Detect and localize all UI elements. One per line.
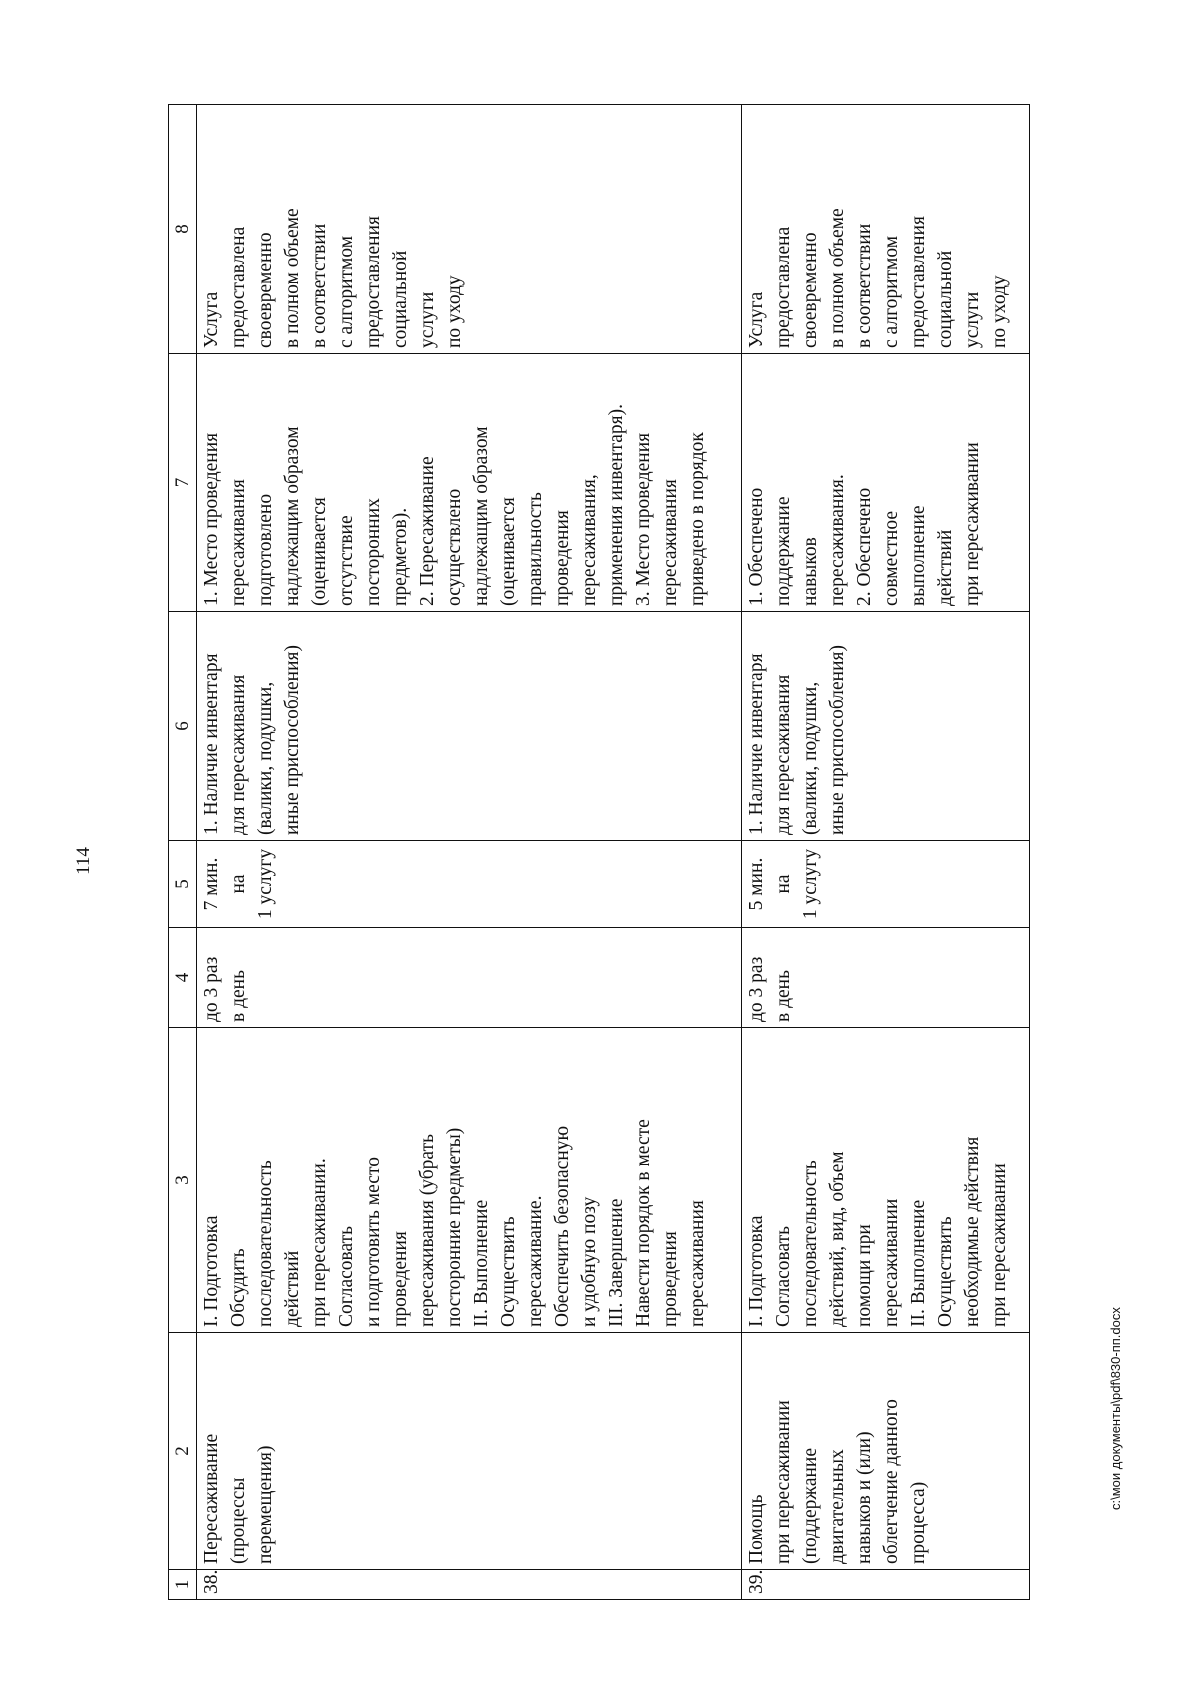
cell-line: предоставления [363,216,384,348]
cell-line: II. Выполнение [907,1199,929,1327]
cell-line: надлежащим образом [471,426,492,606]
cell-line: социальной [934,250,956,348]
cell-line: последовательность [255,1160,276,1327]
cell-line: пересаживании [880,1198,902,1327]
frequency-cell [741,928,1029,1028]
cell-line: посторонних [363,498,384,606]
cell-line: пересаживания, [579,474,600,606]
cell-line: при пересаживании [988,1163,1010,1327]
cell-line: предметов). [390,507,411,606]
time-norm-cell [741,841,1029,928]
quality-indicators-cell [741,354,1029,612]
cell-line: выполнение [907,505,929,606]
cell-line: двигательных [826,1449,848,1564]
actions-cell [197,1028,742,1333]
cell-line: действий, вид, объем [826,1151,848,1327]
cell-line: социальной [390,250,411,348]
cell-line: проведения [552,510,573,606]
service-name-cell [741,1333,1029,1570]
cell-line: иные приспособления) [282,644,303,835]
cell-line: Согласовать [772,1225,794,1327]
column-number-row [169,105,197,1600]
cell-line: Согласовать [336,1225,357,1327]
cell-line: Осуществить [498,1216,519,1327]
cell-line: своевременно [799,232,821,348]
cell-line: навыков [799,537,821,606]
cell-line: подготовлено [255,493,276,606]
cell-line: в соответствии [853,223,875,348]
cell-line: совместное [880,510,902,606]
column-header: 8 [169,105,197,354]
cell-line: необходимые действия [961,1136,983,1327]
service-name-cell [197,1333,742,1570]
cell-line: 3. Место проведения [633,432,654,606]
cell-line: в полном объеме [826,208,848,348]
cell-line: для пересаживания [228,674,249,835]
rotated-table-wrapper [168,105,1030,1600]
cell-line: действий [282,1250,303,1327]
cell-line: иные приспособления) [826,644,848,835]
cell-line: надлежащим образом [282,426,303,606]
cell-line: предоставлена [772,226,794,348]
cell-line: 1. Обеспечено [745,487,767,606]
cell-line: до 3 раз [201,956,222,1022]
cell-line: Услуга [745,291,767,348]
table-row [741,105,1029,1600]
cell-line: с алгоритмом [880,235,902,348]
column-header: 7 [169,354,197,612]
cell-line: с алгоритмом [336,235,357,348]
cell-line: проведения [390,1231,411,1327]
cell-line: Пересаживание [201,1433,222,1564]
cell-line: до 3 раз [745,956,767,1022]
cell-line: в полном объеме [282,208,303,348]
table-row [197,105,742,1600]
cell-line: Осуществить [934,1216,956,1327]
row-number-cell: 38. [197,1570,742,1600]
cell-line: Навести порядок в месте [633,1119,654,1327]
page-number: 114 [72,847,94,875]
conditions-cell [197,612,742,841]
cell-line: услуги [417,291,438,348]
cell-line: 1. Наличие инвентаря [745,653,767,835]
cell-line: и подготовить место [363,1157,384,1327]
column-header: 6 [169,612,197,841]
result-evaluation-cell [197,105,742,354]
cell-line: процесса) [907,1481,929,1564]
cell-line: пересаживания [687,1200,708,1327]
quality-indicators-cell [197,354,742,612]
cell-line: III. Завершение [606,1198,627,1327]
cell-line: I. Подготовка [745,1215,767,1327]
cell-line: I. Подготовка [201,1215,222,1327]
cell-line: (валики, подушки, [255,681,276,835]
cell-line: Обеспечить безопасную [552,1125,573,1327]
cell-line: (валики, подушки, [799,681,821,835]
cell-line: 1 услугу [799,848,821,920]
cell-line: II. Выполнение [471,1199,492,1327]
cell-line: осуществлено [444,488,465,606]
cell-line: перемещения) [255,1445,276,1564]
row-number-cell: 39. [741,1570,1029,1600]
cell-line: 1. Место проведения [201,432,222,606]
column-header: 2 [169,1333,197,1570]
cell-line: Обсудить [228,1248,249,1327]
cell-line: предоставления [907,216,929,348]
cell-line: пересаживания. [826,474,848,606]
cell-line: в день [228,970,249,1022]
cell-line: в соответствии [309,223,330,348]
cell-line: по уходу [988,275,1010,348]
cell-line: пересаживания [228,479,249,606]
cell-line: поддержание [772,496,794,606]
cell-line: приведено в порядок [687,432,708,606]
cell-line: по уходу [444,275,465,348]
column-header: 4 [169,928,197,1028]
actions-cell [741,1028,1029,1333]
cell-line: последовательность [799,1160,821,1327]
cell-line: (оценивается [498,497,519,606]
column-header: 1 [169,1570,197,1600]
cell-line: предоставлена [228,226,249,348]
cell-line: Услуга [201,291,222,348]
cell-line: (процессы [228,1477,249,1564]
cell-line: (оценивается [309,497,330,606]
cell-line: 1. Наличие инвентаря [201,653,222,835]
cell-line: и удобную позу [579,1196,600,1327]
cell-line: действий [934,529,956,606]
cell-line: навыков и (или) [853,1431,875,1564]
cell-line: Помощь [745,1494,767,1564]
cell-line: для пересаживания [772,674,794,835]
cell-line: правильность [525,492,546,606]
cell-line: проведения [660,1231,681,1327]
column-header: 5 [169,841,197,928]
cell-line: 1 услугу [255,848,276,920]
time-norm-cell [197,841,742,928]
cell-line: услуги [961,291,983,348]
cell-line: при пересаживании [772,1400,794,1564]
cell-line: при пересаживании. [309,1158,330,1327]
cell-line: облегчение данного [880,1399,902,1564]
cell-line: при пересаживании [961,442,983,606]
cell-line: 7 мин. [201,857,222,911]
cell-line: 2. Обеспечено [853,487,875,606]
services-table [168,104,1030,1600]
cell-line: отсутствие [336,515,357,606]
cell-line: применения инвентаря). [606,404,627,606]
cell-line: помощи при [853,1224,875,1327]
cell-line: посторонние предметы) [444,1127,465,1327]
footer-file-path: c:\мои документы\pdf\830-пп.docx [1108,1307,1123,1510]
cell-line: (поддержание [799,1447,821,1564]
cell-line: пересаживание. [525,1195,546,1327]
cell-line: пересаживания [660,479,681,606]
cell-line: пересаживания (убрать [417,1134,438,1327]
cell-line: 5 мин. [745,857,767,911]
cell-line: на [772,874,794,894]
conditions-cell [741,612,1029,841]
table-body [197,105,1030,1600]
result-evaluation-cell [741,105,1029,354]
cell-line: 2. Пересаживание [417,456,438,606]
cell-line: на [228,874,249,894]
frequency-cell [197,928,742,1028]
column-header: 3 [169,1028,197,1333]
cell-line: своевременно [255,232,276,348]
cell-line: в день [772,970,794,1022]
